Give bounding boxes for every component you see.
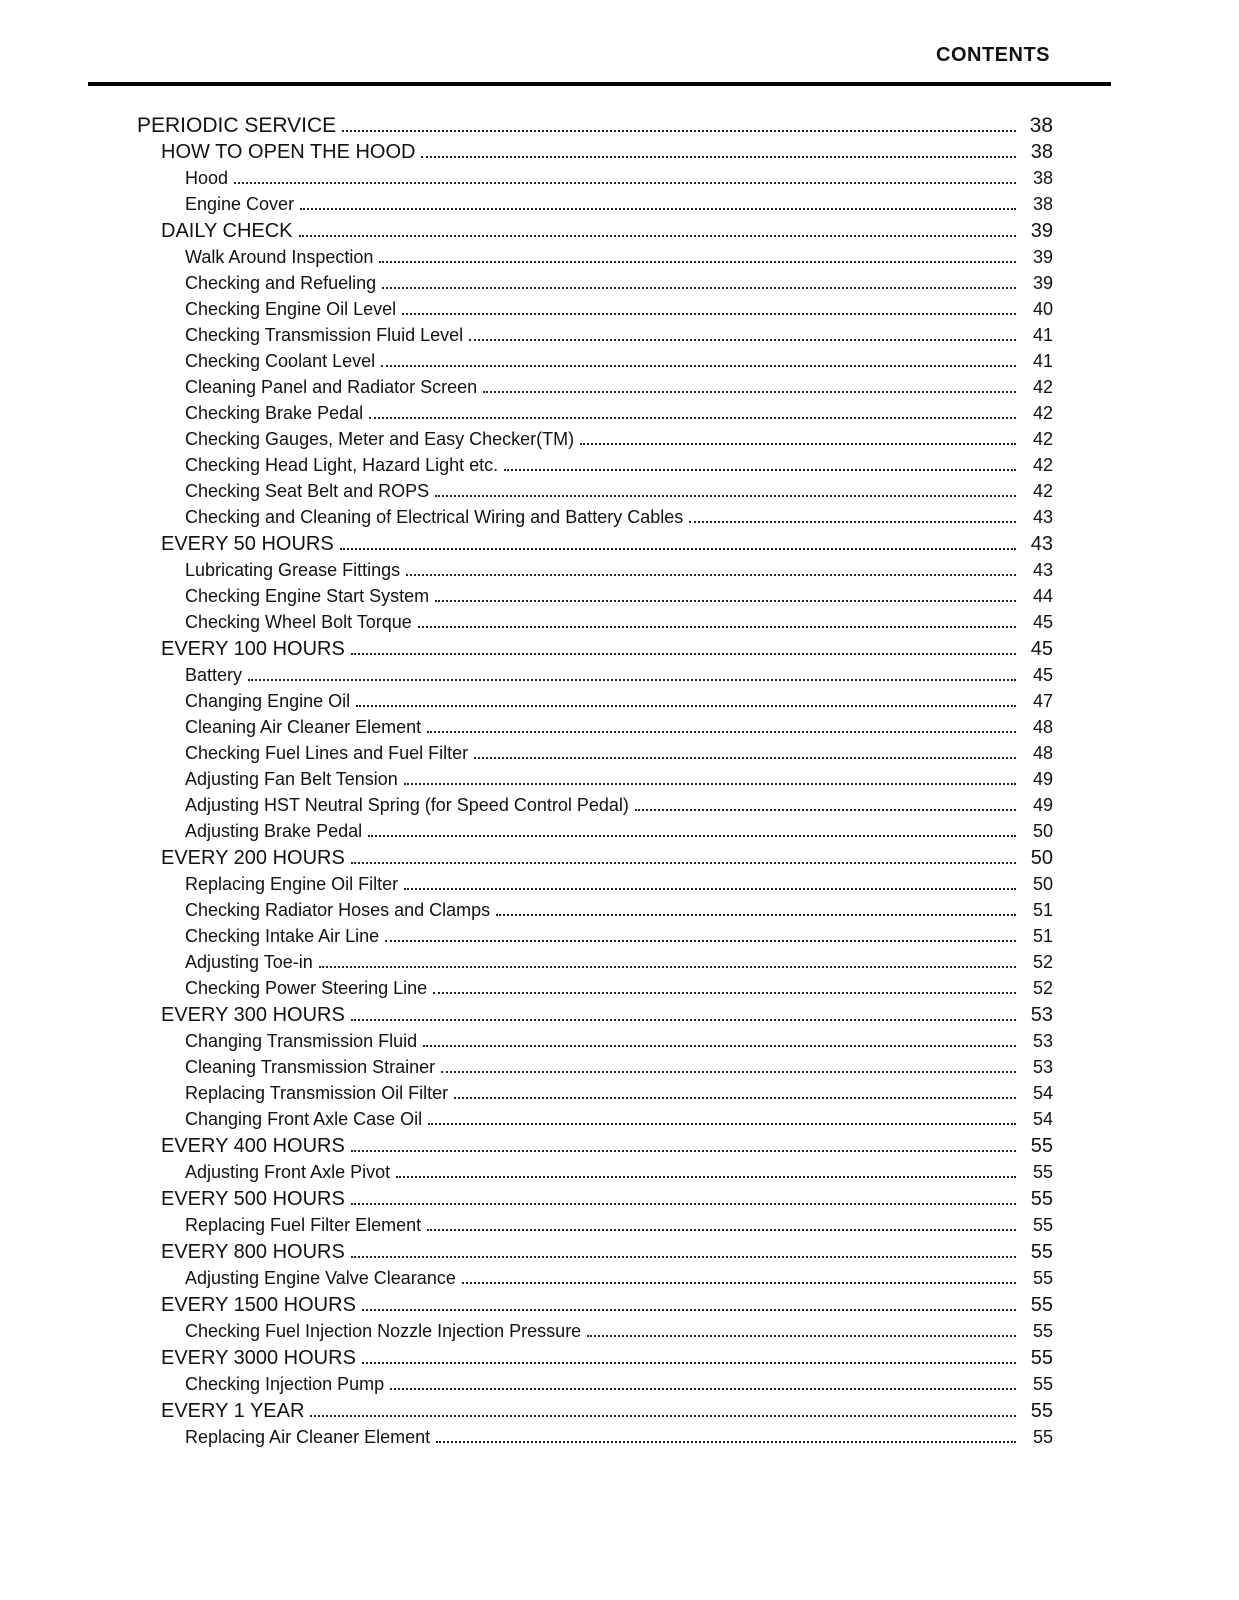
toc-entry bbox=[137, 507, 1053, 533]
toc-entry-page: 48 bbox=[1032, 717, 1053, 737]
dot-leader bbox=[423, 1045, 1016, 1047]
toc-entry bbox=[137, 429, 1053, 455]
toc-entry-page: 39 bbox=[1032, 273, 1053, 293]
dot-leader bbox=[362, 1362, 1016, 1364]
dot-leader bbox=[351, 1150, 1016, 1152]
toc-entry-page: 53 bbox=[1032, 1031, 1053, 1051]
dot-leader bbox=[351, 653, 1016, 655]
toc-entry-label: Checking Seat Belt and ROPS bbox=[185, 481, 430, 501]
toc-entry-page: 41 bbox=[1032, 351, 1053, 371]
toc-entry-label: EVERY 50 HOURS bbox=[161, 533, 334, 555]
toc-entry-label: EVERY 300 HOURS bbox=[161, 1004, 345, 1026]
toc-entry-page: 55 bbox=[1032, 1215, 1053, 1235]
toc-entry-label: Adjusting Brake Pedal bbox=[185, 821, 363, 841]
toc-entry-label: Battery bbox=[185, 665, 243, 685]
toc-entry bbox=[137, 847, 1053, 874]
toc-entry bbox=[137, 1347, 1053, 1374]
toc-entry bbox=[137, 247, 1053, 273]
toc-entry-label: Adjusting Toe-in bbox=[185, 952, 313, 972]
toc-entry-label: EVERY 800 HOURS bbox=[161, 1241, 345, 1263]
toc-entry bbox=[137, 1321, 1053, 1347]
dot-leader bbox=[428, 1123, 1016, 1125]
dot-leader bbox=[496, 914, 1016, 916]
dot-leader bbox=[390, 1388, 1016, 1390]
dot-leader bbox=[483, 391, 1016, 393]
dot-leader bbox=[635, 809, 1016, 811]
toc-entry-page: 55 bbox=[1032, 1427, 1053, 1447]
toc-entry-label: Checking Gauges, Meter and Easy Checker(TM) bbox=[185, 429, 575, 449]
toc-entry bbox=[137, 1374, 1053, 1400]
dot-leader bbox=[402, 313, 1016, 315]
toc-entry bbox=[137, 377, 1053, 403]
toc-entry-label: EVERY 1500 HOURS bbox=[161, 1294, 356, 1316]
toc-entry-label: EVERY 400 HOURS bbox=[161, 1135, 345, 1157]
toc-entry-label: Changing Front Axle Case Oil bbox=[185, 1109, 423, 1129]
toc-entry-page: 55 bbox=[1030, 1241, 1053, 1263]
toc-entry-label: Changing Transmission Fluid bbox=[185, 1031, 418, 1051]
toc-entry bbox=[137, 1400, 1053, 1427]
toc-entry-page: 38 bbox=[1029, 114, 1053, 137]
toc-entry-label: Checking Engine Start System bbox=[185, 586, 430, 606]
toc-entry bbox=[137, 821, 1053, 847]
toc-entry-page: 53 bbox=[1032, 1057, 1053, 1077]
toc-entry-page: 52 bbox=[1032, 952, 1053, 972]
dot-leader bbox=[454, 1097, 1016, 1099]
toc-entry-label: PERIODIC SERVICE bbox=[137, 114, 337, 137]
header-title: CONTENTS bbox=[936, 44, 1050, 66]
dot-leader bbox=[418, 626, 1016, 628]
toc-entry-page: 55 bbox=[1032, 1162, 1053, 1182]
dot-leader bbox=[368, 835, 1016, 837]
toc-entry-label: HOW TO OPEN THE HOOD bbox=[161, 141, 416, 163]
toc-entry bbox=[137, 273, 1053, 299]
toc-entry bbox=[137, 795, 1053, 821]
toc-entry bbox=[137, 1135, 1053, 1162]
dot-leader bbox=[356, 705, 1016, 707]
dot-leader bbox=[396, 1176, 1016, 1178]
dot-leader bbox=[310, 1415, 1016, 1417]
toc-entry-page: 39 bbox=[1030, 220, 1053, 242]
toc-entry-page: 50 bbox=[1032, 821, 1053, 841]
dot-leader bbox=[462, 1282, 1016, 1284]
toc-entry-page: 48 bbox=[1032, 743, 1053, 763]
toc-entry bbox=[137, 1268, 1053, 1294]
toc-list bbox=[137, 114, 1053, 1453]
toc-entry bbox=[137, 325, 1053, 351]
toc-entry-label: Checking Brake Pedal bbox=[185, 403, 364, 423]
toc-entry-label: Checking Engine Oil Level bbox=[185, 299, 397, 319]
toc-entry-label: Walk Around Inspection bbox=[185, 247, 374, 267]
toc-entry-label: Checking Injection Pump bbox=[185, 1374, 385, 1394]
dot-leader bbox=[435, 600, 1016, 602]
dot-leader bbox=[406, 574, 1016, 576]
dot-leader bbox=[689, 521, 1016, 523]
toc-entry bbox=[137, 665, 1053, 691]
toc-entry-page: 45 bbox=[1030, 638, 1053, 660]
toc-entry bbox=[137, 1188, 1053, 1215]
dot-leader bbox=[362, 1309, 1016, 1311]
toc-entry-page: 47 bbox=[1032, 691, 1053, 711]
dot-leader bbox=[300, 208, 1016, 210]
dot-leader bbox=[385, 940, 1016, 942]
toc-entry bbox=[137, 1083, 1053, 1109]
toc-entry bbox=[137, 769, 1053, 795]
toc-entry bbox=[137, 1109, 1053, 1135]
dot-leader bbox=[351, 1203, 1016, 1205]
toc-entry-page: 55 bbox=[1032, 1321, 1053, 1341]
toc-entry-page: 51 bbox=[1032, 926, 1053, 946]
toc-entry bbox=[137, 612, 1053, 638]
toc-entry-page: 45 bbox=[1032, 665, 1053, 685]
toc-entry bbox=[137, 926, 1053, 952]
header-rule bbox=[88, 82, 1111, 86]
toc-entry bbox=[137, 403, 1053, 429]
toc-entry-page: 55 bbox=[1030, 1294, 1053, 1316]
toc-entry bbox=[137, 1241, 1053, 1268]
toc-entry bbox=[137, 586, 1053, 612]
toc-entry bbox=[137, 1294, 1053, 1321]
toc-entry-label: EVERY 500 HOURS bbox=[161, 1188, 345, 1210]
toc-entry-page: 38 bbox=[1032, 168, 1053, 188]
toc-entry-page: 55 bbox=[1032, 1268, 1053, 1288]
dot-leader bbox=[427, 1229, 1016, 1231]
dot-leader bbox=[435, 495, 1016, 497]
dot-leader bbox=[382, 287, 1016, 289]
dot-leader bbox=[469, 339, 1016, 341]
toc-entry-label: Checking Power Steering Line bbox=[185, 978, 428, 998]
dot-leader bbox=[474, 757, 1016, 759]
dot-leader bbox=[299, 235, 1016, 237]
dot-leader bbox=[351, 1256, 1016, 1258]
toc-entry-label: Cleaning Transmission Strainer bbox=[185, 1057, 436, 1077]
toc-entry-page: 42 bbox=[1032, 455, 1053, 475]
toc-entry bbox=[137, 1162, 1053, 1188]
toc-entry-page: 42 bbox=[1032, 403, 1053, 423]
toc-entry-label: Changing Engine Oil bbox=[185, 691, 351, 711]
dot-leader bbox=[234, 182, 1016, 184]
toc-entry bbox=[137, 560, 1053, 586]
toc-entry bbox=[137, 952, 1053, 978]
toc-entry-page: 43 bbox=[1032, 507, 1053, 527]
toc-entry bbox=[137, 220, 1053, 247]
toc-entry-label: DAILY CHECK bbox=[161, 220, 293, 242]
toc-entry-page: 51 bbox=[1032, 900, 1053, 920]
toc-entry-label: EVERY 200 HOURS bbox=[161, 847, 345, 869]
toc-entry-label: Checking and Cleaning of Electrical Wiring and Battery Cables bbox=[185, 507, 684, 527]
dot-leader bbox=[379, 261, 1016, 263]
toc-entry-page: 43 bbox=[1032, 560, 1053, 580]
toc-entry bbox=[137, 1031, 1053, 1057]
dot-leader bbox=[587, 1335, 1016, 1337]
dot-leader bbox=[427, 731, 1016, 733]
toc-entry bbox=[137, 1427, 1053, 1453]
toc-entry bbox=[137, 351, 1053, 377]
toc-entry-label: Cleaning Air Cleaner Element bbox=[185, 717, 422, 737]
toc-entry-page: 52 bbox=[1032, 978, 1053, 998]
toc-entry-label: Adjusting Front Axle Pivot bbox=[185, 1162, 391, 1182]
toc-entry bbox=[137, 900, 1053, 926]
toc-entry bbox=[137, 874, 1053, 900]
toc-entry-label: Replacing Fuel Filter Element bbox=[185, 1215, 422, 1235]
toc-entry-label: EVERY 100 HOURS bbox=[161, 638, 345, 660]
toc-entry-label: Checking Fuel Injection Nozzle Injection Pressure bbox=[185, 1321, 582, 1341]
dot-leader bbox=[342, 130, 1016, 132]
dot-leader bbox=[404, 783, 1016, 785]
toc-entry-label: Replacing Engine Oil Filter bbox=[185, 874, 399, 894]
toc-entry bbox=[137, 691, 1053, 717]
dot-leader bbox=[369, 417, 1016, 419]
toc-entry-page: 38 bbox=[1030, 141, 1053, 163]
toc-entry-page: 40 bbox=[1032, 299, 1053, 319]
toc-entry-label: Replacing Transmission Oil Filter bbox=[185, 1083, 449, 1103]
toc-entry-label: Lubricating Grease Fittings bbox=[185, 560, 401, 580]
dot-leader bbox=[421, 156, 1016, 158]
toc-entry-page: 54 bbox=[1032, 1109, 1053, 1129]
toc-entry bbox=[137, 743, 1053, 769]
toc-entry-label: Cleaning Panel and Radiator Screen bbox=[185, 377, 478, 397]
toc-entry-page: 39 bbox=[1032, 247, 1053, 267]
toc-entry-label: Checking Wheel Bolt Torque bbox=[185, 612, 412, 632]
dot-leader bbox=[504, 469, 1016, 471]
dot-leader bbox=[319, 966, 1016, 968]
toc-entry bbox=[137, 717, 1053, 743]
toc-entry-label: Checking Transmission Fluid Level bbox=[185, 325, 464, 345]
toc-entry-label: Checking Radiator Hoses and Clamps bbox=[185, 900, 491, 920]
toc-entry-page: 38 bbox=[1032, 194, 1053, 214]
toc-entry bbox=[137, 168, 1053, 194]
toc-entry-page: 49 bbox=[1032, 795, 1053, 815]
toc-entry bbox=[137, 481, 1053, 507]
dot-leader bbox=[433, 992, 1016, 994]
toc-entry-page: 49 bbox=[1032, 769, 1053, 789]
toc-entry bbox=[137, 1004, 1053, 1031]
toc-entry bbox=[137, 455, 1053, 481]
toc-entry-page: 54 bbox=[1032, 1083, 1053, 1103]
toc-entry bbox=[137, 978, 1053, 1004]
toc-entry-label: Checking Head Light, Hazard Light etc. bbox=[185, 455, 499, 475]
toc-entry-label: Checking Intake Air Line bbox=[185, 926, 380, 946]
toc-entry-page: 43 bbox=[1030, 533, 1053, 555]
toc-entry-page: 42 bbox=[1032, 481, 1053, 501]
toc-entry-page: 50 bbox=[1030, 847, 1053, 869]
toc-entry bbox=[137, 1057, 1053, 1083]
toc-entry-label: Hood bbox=[185, 168, 229, 188]
toc-entry-label: Adjusting Fan Belt Tension bbox=[185, 769, 398, 789]
toc-entry-page: 45 bbox=[1032, 612, 1053, 632]
dot-leader bbox=[351, 862, 1016, 864]
toc-entry bbox=[137, 141, 1053, 168]
toc-entry-page: 42 bbox=[1032, 377, 1053, 397]
toc-entry bbox=[137, 533, 1053, 560]
toc-entry-page: 55 bbox=[1030, 1347, 1053, 1369]
dot-leader bbox=[404, 888, 1016, 890]
dot-leader bbox=[340, 548, 1016, 550]
toc-entry-label: Adjusting HST Neutral Spring (for Speed Control Pedal) bbox=[185, 795, 629, 815]
toc-entry bbox=[137, 638, 1053, 665]
toc-entry-label: Checking and Refueling bbox=[185, 273, 377, 293]
dot-leader bbox=[351, 1019, 1016, 1021]
dot-leader bbox=[436, 1441, 1016, 1443]
toc-entry-label: EVERY 3000 HOURS bbox=[161, 1347, 356, 1369]
toc-entry bbox=[137, 194, 1053, 220]
toc-entry-page: 50 bbox=[1032, 874, 1053, 894]
toc-entry-page: 42 bbox=[1032, 429, 1053, 449]
toc-entry-label: Adjusting Engine Valve Clearance bbox=[185, 1268, 456, 1288]
toc-entry-label: EVERY 1 YEAR bbox=[161, 1400, 305, 1422]
toc-entry-label: Checking Fuel Lines and Fuel Filter bbox=[185, 743, 469, 763]
toc-entry-label: Engine Cover bbox=[185, 194, 295, 214]
toc-entry bbox=[137, 299, 1053, 325]
dot-leader bbox=[441, 1071, 1016, 1073]
toc-entry-page: 53 bbox=[1030, 1004, 1053, 1026]
toc-entry bbox=[137, 1215, 1053, 1241]
dot-leader bbox=[248, 679, 1016, 681]
toc-entry-label: Replacing Air Cleaner Element bbox=[185, 1427, 431, 1447]
toc-entry-page: 55 bbox=[1030, 1135, 1053, 1157]
toc-entry-page: 55 bbox=[1030, 1400, 1053, 1422]
dot-leader bbox=[580, 443, 1016, 445]
toc-entry-page: 41 bbox=[1032, 325, 1053, 345]
toc-entry-page: 44 bbox=[1032, 586, 1053, 606]
toc-entry-page: 55 bbox=[1030, 1188, 1053, 1210]
dot-leader bbox=[381, 365, 1016, 367]
toc-entry-page: 55 bbox=[1032, 1374, 1053, 1394]
toc-entry bbox=[137, 114, 1053, 141]
toc-entry-label: Checking Coolant Level bbox=[185, 351, 376, 371]
